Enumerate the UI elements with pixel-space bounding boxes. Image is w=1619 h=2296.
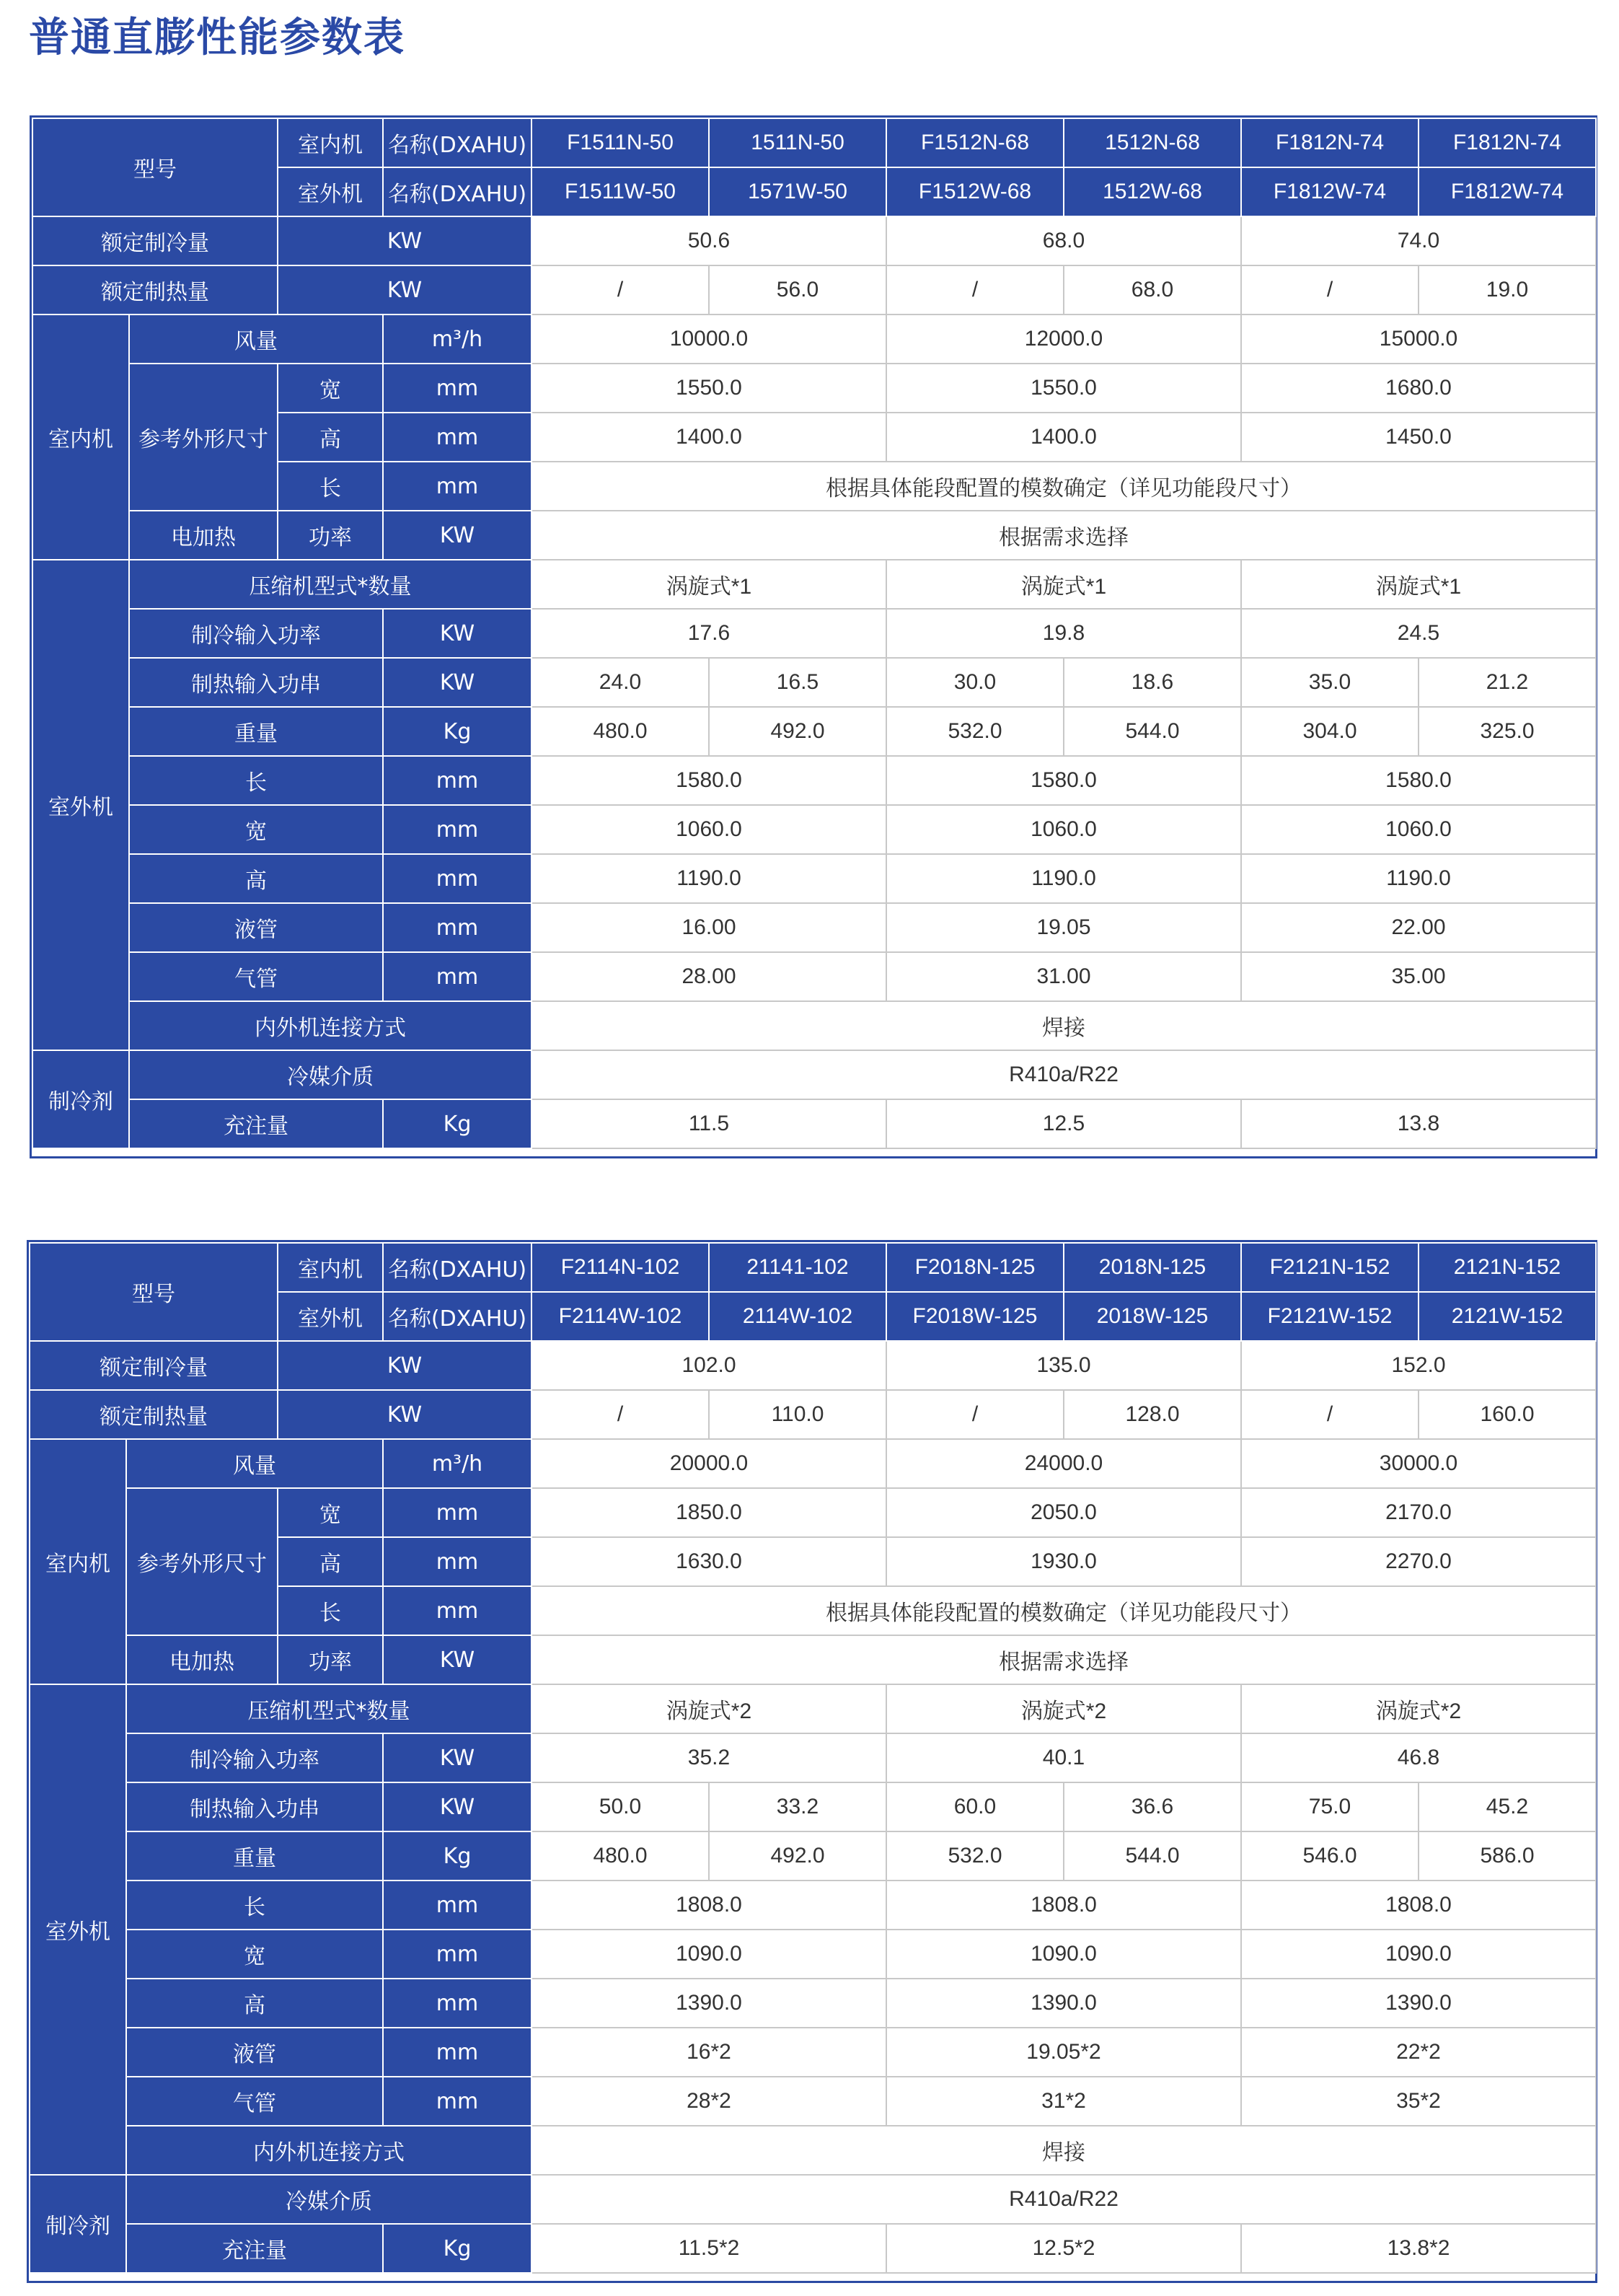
airflow-label: 风量 (126, 1439, 383, 1488)
weight-value: 492.0 (709, 707, 886, 756)
table-row (32, 118, 1596, 167)
outdoor-length-value: 1580.0 (886, 756, 1241, 805)
name-label: 名称(DXAHU) (383, 118, 531, 167)
electric-heater-label: 电加热 (129, 511, 278, 560)
unit-label: mm (383, 1537, 531, 1586)
table-row (30, 1782, 1596, 1831)
cooling-capacity-value: 135.0 (886, 1341, 1241, 1390)
table-row (30, 1488, 1596, 1537)
indoor-height-value: 1450.0 (1241, 413, 1596, 462)
compressor-label: 压缩机型式*数量 (126, 1684, 531, 1733)
weight-label: 重量 (126, 1831, 383, 1881)
charge-value: 12.5*2 (886, 2224, 1241, 2273)
indoor-width-value: 1550.0 (531, 364, 886, 413)
indoor-height-value: 1400.0 (531, 413, 886, 462)
airflow-value: 15000.0 (1241, 315, 1596, 364)
connection-label: 内外机连接方式 (126, 2126, 531, 2175)
airflow-value: 24000.0 (886, 1439, 1241, 1488)
indoor-model-cell: F1812N-74 (1419, 118, 1596, 167)
unit-label: mm (383, 413, 531, 462)
table-row (32, 952, 1596, 1001)
table-row (30, 1733, 1596, 1782)
height-label: 高 (278, 1537, 383, 1586)
outdoor-height-value: 1390.0 (531, 1979, 886, 2028)
outdoor-length-value: 1580.0 (531, 756, 886, 805)
unit-label: mm (383, 854, 531, 903)
outdoor-width-value: 1060.0 (531, 805, 886, 854)
gas-pipe-value: 31.00 (886, 952, 1241, 1001)
table-row (32, 1001, 1596, 1050)
power-label: 功率 (278, 511, 383, 560)
airflow-value: 20000.0 (531, 1439, 886, 1488)
name-label: 名称(DXAHU) (383, 1292, 531, 1341)
heating-input-value: 16.5 (709, 658, 886, 707)
indoor-model-cell: F1812N-74 (1241, 118, 1419, 167)
unit-label: KW (383, 511, 531, 560)
spec-table-1 (32, 118, 1597, 1149)
compressor-value: 涡旋式*2 (531, 1684, 886, 1733)
outdoor-model-cell: F2018W-125 (886, 1292, 1064, 1341)
indoor-model-cell: 1512N-68 (1064, 118, 1241, 167)
outdoor-length-label: 长 (129, 756, 383, 805)
weight-value: 325.0 (1419, 707, 1596, 756)
indoor-model-cell: F1511N-50 (531, 118, 709, 167)
heating-input-value: 45.2 (1419, 1782, 1596, 1831)
cooling-input-label: 制冷输入功率 (129, 609, 383, 658)
cooling-capacity-value: 74.0 (1241, 216, 1596, 265)
indoor-model-cell: 2018N-125 (1064, 1243, 1241, 1292)
outdoor-unit-label: 室外机 (278, 167, 383, 216)
unit-label: mm (383, 1979, 531, 2028)
table-row (30, 1243, 1596, 1292)
heating-input-value: 60.0 (886, 1782, 1064, 1831)
heating-capacity-value: 160.0 (1419, 1390, 1596, 1439)
unit-label: mm (383, 1586, 531, 1635)
airflow-label: 风量 (129, 315, 383, 364)
heating-capacity-label: 额定制热量 (32, 265, 278, 315)
cooling-capacity-value: 50.6 (531, 216, 886, 265)
indoor-height-value: 1400.0 (886, 413, 1241, 462)
unit-label: KW (278, 265, 531, 315)
weight-value: 544.0 (1064, 1831, 1241, 1881)
heater-power-value: 根据需求选择 (531, 511, 1596, 560)
width-label: 宽 (278, 1488, 383, 1537)
heating-input-value: 75.0 (1241, 1782, 1419, 1831)
compressor-value: 涡旋式*1 (886, 560, 1241, 609)
table-row (30, 1881, 1596, 1930)
indoor-width-value: 1550.0 (886, 364, 1241, 413)
height-label: 高 (278, 413, 383, 462)
gas-pipe-value: 35*2 (1241, 2077, 1596, 2126)
connection-label: 内外机连接方式 (129, 1001, 531, 1050)
heating-input-label: 制热输入功串 (129, 658, 383, 707)
table-row (32, 756, 1596, 805)
table-row (30, 2175, 1596, 2224)
table-row (32, 216, 1596, 265)
liquid-pipe-value: 22.00 (1241, 903, 1596, 952)
heating-capacity-value: 68.0 (1064, 265, 1241, 315)
medium-value: R410a/R22 (531, 1050, 1596, 1099)
table-row (30, 2077, 1596, 2126)
unit-label: mm (383, 1488, 531, 1537)
liquid-pipe-value: 19.05 (886, 903, 1241, 952)
name-label: 名称(DXAHU) (383, 1243, 531, 1292)
outdoor-model-cell: 1571W-50 (709, 167, 886, 216)
table-row (32, 707, 1596, 756)
unit-label: mm (383, 364, 531, 413)
outdoor-length-value: 1580.0 (1241, 756, 1596, 805)
heating-capacity-value: / (1241, 1390, 1419, 1439)
indoor-model-cell: 1511N-50 (709, 118, 886, 167)
table-row (30, 1341, 1596, 1390)
indoor-width-value: 2170.0 (1241, 1488, 1596, 1537)
outdoor-width-label: 宽 (126, 1930, 383, 1979)
heating-capacity-value: / (886, 1390, 1064, 1439)
table-row (32, 315, 1596, 364)
heating-capacity-value: / (1241, 265, 1419, 315)
refrigerant-group-label: 制冷剂 (30, 2175, 126, 2273)
weight-label: 重量 (129, 707, 383, 756)
outdoor-height-value: 1190.0 (531, 854, 886, 903)
heating-input-value: 33.2 (709, 1782, 886, 1831)
unit-label: KW (383, 1733, 531, 1782)
compressor-value: 涡旋式*1 (1241, 560, 1596, 609)
heating-input-value: 24.0 (531, 658, 709, 707)
gas-pipe-label: 气管 (129, 952, 383, 1001)
gas-pipe-value: 28.00 (531, 952, 886, 1001)
heating-capacity-value: / (531, 1390, 709, 1439)
cooling-input-value: 35.2 (531, 1733, 886, 1782)
unit-label: m³/h (383, 315, 531, 364)
name-label: 名称(DXAHU) (383, 167, 531, 216)
outdoor-length-value: 1808.0 (531, 1881, 886, 1930)
indoor-model-cell: 2121N-152 (1419, 1243, 1596, 1292)
heating-capacity-value: 128.0 (1064, 1390, 1241, 1439)
outdoor-length-label: 长 (126, 1881, 383, 1930)
outdoor-width-value: 1060.0 (1241, 805, 1596, 854)
outdoor-width-label: 宽 (129, 805, 383, 854)
airflow-value: 12000.0 (886, 315, 1241, 364)
liquid-pipe-value: 19.05*2 (886, 2028, 1241, 2077)
heating-input-value: 21.2 (1419, 658, 1596, 707)
page-title: 普通直膨性能参数表 (29, 14, 405, 61)
table-row (32, 560, 1596, 609)
table-row (32, 805, 1596, 854)
table-row (32, 265, 1596, 315)
table-row (30, 2126, 1596, 2175)
heating-input-value: 18.6 (1064, 658, 1241, 707)
indoor-group-label: 室内机 (32, 315, 129, 560)
outdoor-width-value: 1090.0 (531, 1930, 886, 1979)
unit-label: Kg (383, 707, 531, 756)
unit-label: mm (383, 903, 531, 952)
outdoor-height-value: 1190.0 (886, 854, 1241, 903)
heating-capacity-value: / (886, 265, 1064, 315)
indoor-model-cell: F2121N-152 (1241, 1243, 1419, 1292)
unit-label: mm (383, 1930, 531, 1979)
unit-label: mm (383, 1881, 531, 1930)
outdoor-model-cell: 1512W-68 (1064, 167, 1241, 216)
indoor-unit-label: 室内机 (278, 118, 383, 167)
compressor-value: 涡旋式*2 (1241, 1684, 1596, 1733)
model-header: 型号 (30, 1243, 278, 1341)
charge-value: 13.8 (1241, 1099, 1596, 1148)
weight-value: 544.0 (1064, 707, 1241, 756)
unit-label: KW (383, 609, 531, 658)
table-row (30, 1979, 1596, 2028)
outdoor-height-label: 高 (126, 1979, 383, 2028)
weight-value: 492.0 (709, 1831, 886, 1881)
table-row (30, 1390, 1596, 1439)
liquid-pipe-label: 液管 (126, 2028, 383, 2077)
outdoor-model-cell: F1511W-50 (531, 167, 709, 216)
ref-dimensions-label: 参考外形尺寸 (126, 1488, 278, 1635)
heating-capacity-label: 额定制热量 (30, 1390, 278, 1439)
indoor-width-value: 1680.0 (1241, 364, 1596, 413)
table-row (32, 1099, 1596, 1148)
table-row (30, 2028, 1596, 2077)
cooling-input-value: 40.1 (886, 1733, 1241, 1782)
table-row (30, 1930, 1596, 1979)
connection-value: 焊接 (531, 2126, 1596, 2175)
liquid-pipe-value: 16.00 (531, 903, 886, 952)
unit-label: KW (278, 216, 531, 265)
outdoor-group-label: 室外机 (32, 560, 129, 1050)
outdoor-model-cell: F2121W-152 (1241, 1292, 1419, 1341)
outdoor-width-value: 1090.0 (1241, 1930, 1596, 1979)
heating-input-value: 50.0 (531, 1782, 709, 1831)
width-label: 宽 (278, 364, 383, 413)
heating-capacity-value: / (531, 265, 709, 315)
indoor-height-value: 1630.0 (531, 1537, 886, 1586)
table-row (32, 511, 1596, 560)
medium-label: 冷媒介质 (126, 2175, 531, 2224)
outdoor-width-value: 1090.0 (886, 1930, 1241, 1979)
outdoor-model-cell: F2114W-102 (531, 1292, 709, 1341)
unit-label: m³/h (383, 1439, 531, 1488)
table-row (32, 609, 1596, 658)
compressor-value: 涡旋式*2 (886, 1684, 1241, 1733)
heating-input-value: 30.0 (886, 658, 1064, 707)
charge-value: 13.8*2 (1241, 2224, 1596, 2273)
charge-value: 11.5 (531, 1099, 886, 1148)
cooling-capacity-label: 额定制冷量 (30, 1341, 278, 1390)
weight-value: 480.0 (531, 1831, 709, 1881)
weight-value: 480.0 (531, 707, 709, 756)
indoor-model-cell: 21141-102 (709, 1243, 886, 1292)
outdoor-width-value: 1060.0 (886, 805, 1241, 854)
outdoor-model-cell: F1512W-68 (886, 167, 1064, 216)
heater-power-value: 根据需求选择 (531, 1635, 1596, 1684)
charge-value: 11.5*2 (531, 2224, 886, 2273)
spec-table-2 (29, 1242, 1597, 2274)
table-row (32, 854, 1596, 903)
indoor-width-value: 2050.0 (886, 1488, 1241, 1537)
unit-label: mm (383, 2077, 531, 2126)
length-label: 长 (278, 1586, 383, 1635)
outdoor-height-value: 1390.0 (886, 1979, 1241, 2028)
table-row (32, 1050, 1596, 1099)
table-row (32, 903, 1596, 952)
heating-input-value: 36.6 (1064, 1782, 1241, 1831)
gas-pipe-value: 35.00 (1241, 952, 1596, 1001)
table-row (30, 1439, 1596, 1488)
heating-input-value: 35.0 (1241, 658, 1419, 707)
indoor-group-label: 室内机 (30, 1439, 126, 1684)
power-label: 功率 (278, 1635, 383, 1684)
unit-label: mm (383, 756, 531, 805)
outdoor-model-cell: F1812W-74 (1241, 167, 1419, 216)
weight-value: 586.0 (1419, 1831, 1596, 1881)
indoor-model-cell: F2114N-102 (531, 1243, 709, 1292)
outdoor-height-value: 1390.0 (1241, 1979, 1596, 2028)
table-row (30, 1831, 1596, 1881)
indoor-height-value: 1930.0 (886, 1537, 1241, 1586)
cooling-capacity-value: 152.0 (1241, 1341, 1596, 1390)
gas-pipe-value: 28*2 (531, 2077, 886, 2126)
cooling-capacity-value: 68.0 (886, 216, 1241, 265)
ref-dimensions-label: 参考外形尺寸 (129, 364, 278, 511)
cooling-input-value: 46.8 (1241, 1733, 1596, 1782)
indoor-model-cell: F1512N-68 (886, 118, 1064, 167)
unit-label: Kg (383, 2224, 531, 2273)
weight-value: 532.0 (886, 707, 1064, 756)
compressor-label: 压缩机型式*数量 (129, 560, 531, 609)
weight-value: 546.0 (1241, 1831, 1419, 1881)
outdoor-unit-label: 室外机 (278, 1292, 383, 1341)
heating-input-label: 制热输入功串 (126, 1782, 383, 1831)
outdoor-height-label: 高 (129, 854, 383, 903)
cooling-input-value: 19.8 (886, 609, 1241, 658)
electric-heater-label: 电加热 (126, 1635, 278, 1684)
refrigerant-group-label: 制冷剂 (32, 1050, 129, 1148)
weight-value: 532.0 (886, 1831, 1064, 1881)
indoor-height-value: 2270.0 (1241, 1537, 1596, 1586)
heating-capacity-value: 110.0 (709, 1390, 886, 1439)
unit-label: KW (278, 1390, 531, 1439)
indoor-length-value: 根据具体能段配置的模数确定（详见功能段尺寸） (531, 1586, 1596, 1635)
charge-value: 12.5 (886, 1099, 1241, 1148)
cooling-input-value: 24.5 (1241, 609, 1596, 658)
weight-value: 304.0 (1241, 707, 1419, 756)
outdoor-height-value: 1190.0 (1241, 854, 1596, 903)
unit-label: KW (383, 1635, 531, 1684)
table-row (32, 364, 1596, 413)
unit-label: mm (383, 2028, 531, 2077)
outdoor-group-label: 室外机 (30, 1684, 126, 2175)
indoor-model-cell: F2018N-125 (886, 1243, 1064, 1292)
unit-label: KW (383, 658, 531, 707)
outdoor-length-value: 1808.0 (1241, 1881, 1596, 1930)
cooling-input-label: 制冷输入功率 (126, 1733, 383, 1782)
medium-value: R410a/R22 (531, 2175, 1596, 2224)
outdoor-length-value: 1808.0 (886, 1881, 1241, 1930)
outdoor-model-cell: 2114W-102 (709, 1292, 886, 1341)
charge-label: 充注量 (126, 2224, 383, 2273)
cooling-capacity-label: 额定制冷量 (32, 216, 278, 265)
outdoor-model-cell: 2121W-152 (1419, 1292, 1596, 1341)
outdoor-model-cell: 2018W-125 (1064, 1292, 1241, 1341)
table-row (30, 1684, 1596, 1733)
unit-label: mm (383, 462, 531, 511)
airflow-value: 10000.0 (531, 315, 886, 364)
table-row (32, 658, 1596, 707)
cooling-input-value: 17.6 (531, 609, 886, 658)
connection-value: 焊接 (531, 1001, 1596, 1050)
indoor-unit-label: 室内机 (278, 1243, 383, 1292)
unit-label: mm (383, 805, 531, 854)
cooling-capacity-value: 102.0 (531, 1341, 886, 1390)
outdoor-model-cell: F1812W-74 (1419, 167, 1596, 216)
gas-pipe-value: 31*2 (886, 2077, 1241, 2126)
airflow-value: 30000.0 (1241, 1439, 1596, 1488)
unit-label: KW (383, 1782, 531, 1831)
model-header: 型号 (32, 118, 278, 216)
table-row (30, 1635, 1596, 1684)
medium-label: 冷媒介质 (129, 1050, 531, 1099)
heating-capacity-value: 19.0 (1419, 265, 1596, 315)
length-label: 长 (278, 462, 383, 511)
heating-capacity-value: 56.0 (709, 265, 886, 315)
unit-label: mm (383, 952, 531, 1001)
liquid-pipe-label: 液管 (129, 903, 383, 952)
compressor-value: 涡旋式*1 (531, 560, 886, 609)
unit-label: Kg (383, 1831, 531, 1881)
liquid-pipe-value: 22*2 (1241, 2028, 1596, 2077)
gas-pipe-label: 气管 (126, 2077, 383, 2126)
indoor-width-value: 1850.0 (531, 1488, 886, 1537)
charge-label: 充注量 (129, 1099, 383, 1148)
indoor-length-value: 根据具体能段配置的模数确定（详见功能段尺寸） (531, 462, 1596, 511)
table-row (30, 2224, 1596, 2273)
unit-label: Kg (383, 1099, 531, 1148)
unit-label: KW (278, 1341, 531, 1390)
liquid-pipe-value: 16*2 (531, 2028, 886, 2077)
